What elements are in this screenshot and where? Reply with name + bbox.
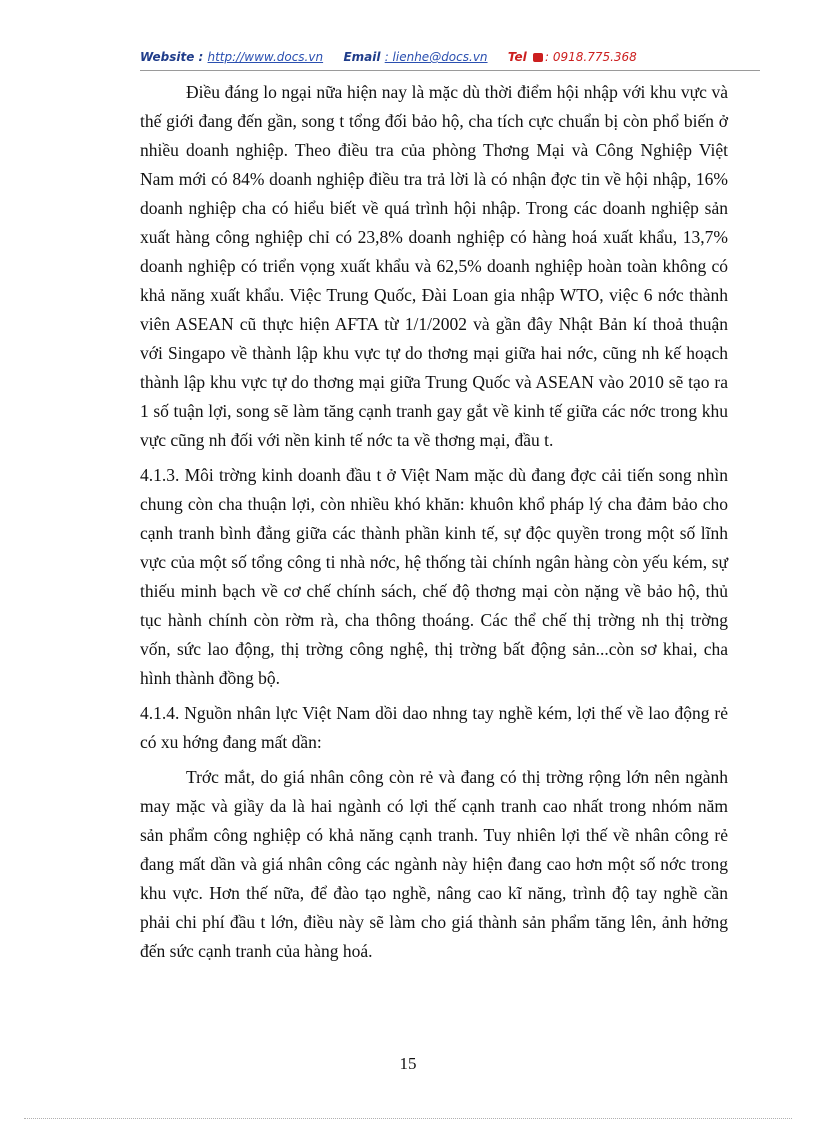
email-label: Email bbox=[343, 50, 381, 64]
page-header bbox=[140, 50, 760, 64]
paragraph-concerns: Điều đáng lo ngại nữa hiện nay là mặc dù thời điểm hội nhập với khu vực và thế giới đang đến gần, song t tổng đối bảo hộ, cha tích cực chuẩn bị còn phổ biến ở nhiều doanh nghiệp. Theo điều tra của phòng Thơng Mại và Công Nghiệp Việt Nam mới có 84% doanh nghiệp điều tra trả lời là có nhận đợc tin về hội nhập, 16% doanh nghiệp cha có hiểu biết về quá trình hội nhập. Trong các doanh nghiệp sản xuất hàng công nghiệp chỉ có 23,8% doanh nghiệp có hàng hoá xuất khẩu, 13,7% doanh nghiệp có triển vọng xuất khẩu và 62,5% doanh nghiệp hoàn toàn không có khả năng xuất khẩu. Việc Trung Quốc, Đài Loan gia nhập WTO, việc 6 nớc thành viên ASEAN cũ thực hiện AFTA từ 1/1/2002 và gần đây Nhật Bản kí thoả thuận với Singapo về thành lập khu vực tự do thơng mại giữa hai nớc, cũng nh kế hoạch thành lập khu vực tự do thơng mại giữa Trung Quốc và ASEAN vào 2010 sẽ tạo ra 1 số tuận lợi, song sẽ làm tăng cạnh tranh gay gắt về kinh tế giữa các nớc trong khu vực cũng nh đối với nền kinh tế nớc ta về thơng mại, đầu t. bbox=[140, 82, 728, 450]
tel-value: : 0918.775.368 bbox=[544, 50, 637, 64]
paragraph-4-1-3: 4.1.3. Môi trờng kinh doanh đầu t ở Việt Nam mặc dù đang đợc cải tiến song nhìn chung còn cha thuận lợi, còn nhiều khó khăn: khuôn khổ pháp lý cha đảm bảo cho cạnh tranh bình đẳng giữa các thành phần kinh tế, sự độc quyền trong một số lĩnh vực của một số tổng công ti nhà nớc, hệ thống tài chính ngân hàng còn yếu kém, sự thiếu minh bạch về cơ chế chính sách, chế độ thơng mại còn nặng về bảo hộ, thủ tục hành chính còn rờm rà, cha thông thoáng. Các thể chế thị trờng nh thị trờng vốn, sức lao động, thị trờng công nghệ, thị trờng bất động sản...còn sơ khai, cha hình thành đồng bộ. bbox=[140, 465, 728, 688]
footer-divider bbox=[24, 1118, 792, 1119]
header-divider bbox=[140, 70, 760, 71]
paragraph-4-1-4: 4.1.4. Nguồn nhân lực Việt Nam dồi dao nhng tay nghề kém, lợi thế về lao động rẻ có xu hớng đang mất dần: bbox=[140, 703, 728, 752]
body-text bbox=[140, 78, 728, 966]
phone-icon bbox=[533, 53, 543, 62]
email-link[interactable]: : lienhe@docs.vn bbox=[384, 50, 488, 64]
website-link[interactable]: http://www.docs.vn bbox=[207, 50, 324, 64]
page-number: 15 bbox=[399, 1054, 417, 1073]
paragraph-labor-cost: Trớc mắt, do giá nhân công còn rẻ và đang có thị trờng rộng lớn nên ngành may mặc và giầy da là hai ngành có lợi thế cạnh tranh cao nhất trong nhóm năm sản phẩm công nghiệp có khả năng cạnh tranh. Tuy nhiên lợi thế về nhân công rẻ đang mất dần và giá nhân công các ngành này hiện đang cao hơn một số nớc trong khu vực. Hơn thế nữa, để đào tạo nghề, nâng cao kĩ năng, trình độ tay nghề cần phải chi phí đầu t lớn, điều này sẽ làm cho giá thành sản phẩm tăng lên, ảnh hởng đến sức cạnh tranh của hàng hoá. bbox=[140, 767, 728, 961]
website-label: Website : bbox=[140, 50, 204, 64]
tel-label: Tel bbox=[507, 50, 527, 64]
